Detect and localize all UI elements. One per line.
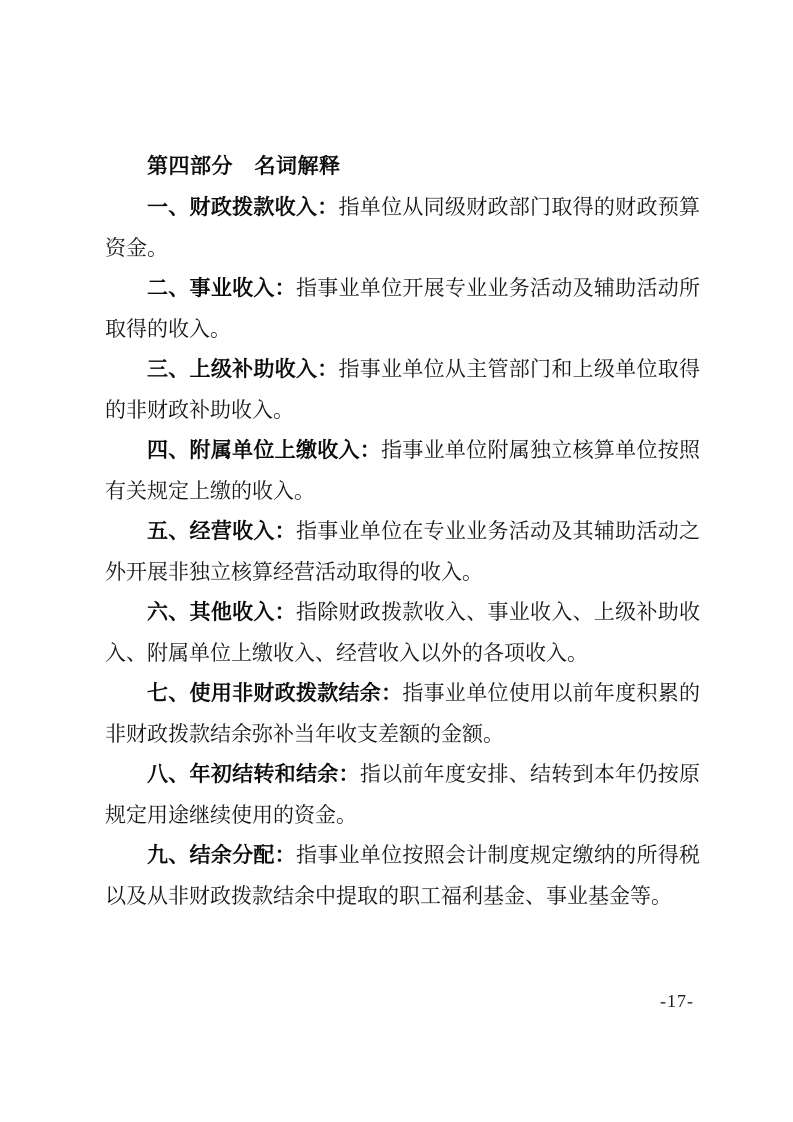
term-definition: 指单位从同级财政部门取得的财政预算资金。 (105, 195, 701, 260)
term-label: 九、结余分配： (147, 844, 296, 867)
term-label: 一、财政拨款收入： (147, 196, 339, 219)
term-definition: 指事业单位按照会计制度规定缴纳的所得税以及从非财政拨款结余中提取的职工福利基金、事业基金等。 (105, 843, 701, 908)
term-definition: 指以前年度安排、结转到本年仍按原规定用途继续使用的资金。 (105, 762, 701, 827)
term-label: 六、其他收入： (147, 601, 296, 624)
term-definition: 指事业单位从主管部门和上级单位取得的非财政补助收入。 (105, 357, 701, 422)
page-number: -17- (660, 991, 694, 1011)
term-item (105, 754, 700, 835)
term-item (105, 187, 700, 268)
section-heading: 第四部分 名词解释 (147, 155, 341, 178)
term-definition: 指事业单位开展专业业务活动及辅助活动所取得的收入。 (105, 276, 701, 341)
term-definition: 指除财政拨款收入、事业收入、上级补助收入、附属单位上缴收入、经营收入以外的各项收入。 (105, 600, 701, 665)
term-label: 五、经营收入： (147, 520, 296, 543)
page-content (105, 147, 700, 916)
term-item (105, 511, 700, 592)
term-item (105, 430, 700, 511)
term-label: 八、年初结转和结余： (147, 763, 360, 786)
term-item (105, 835, 700, 916)
term-label: 三、上级补助收入： (147, 358, 339, 381)
term-item (105, 673, 700, 754)
term-item (105, 349, 700, 430)
term-definition: 指事业单位在专业业务活动及其辅助活动之外开展非独立核算经营活动取得的收入。 (105, 519, 701, 584)
term-label: 二、事业收入： (147, 277, 296, 300)
term-label: 四、附属单位上缴收入： (147, 439, 382, 462)
term-item (105, 268, 700, 349)
term-item (105, 592, 700, 673)
term-label: 七、使用非财政拨款结余： (147, 682, 403, 705)
term-definition: 指事业单位使用以前年度积累的非财政拨款结余弥补当年收支差额的金额。 (105, 681, 700, 746)
term-definition: 指事业单位附属独立核算单位按照有关规定上缴的收入。 (105, 438, 701, 503)
